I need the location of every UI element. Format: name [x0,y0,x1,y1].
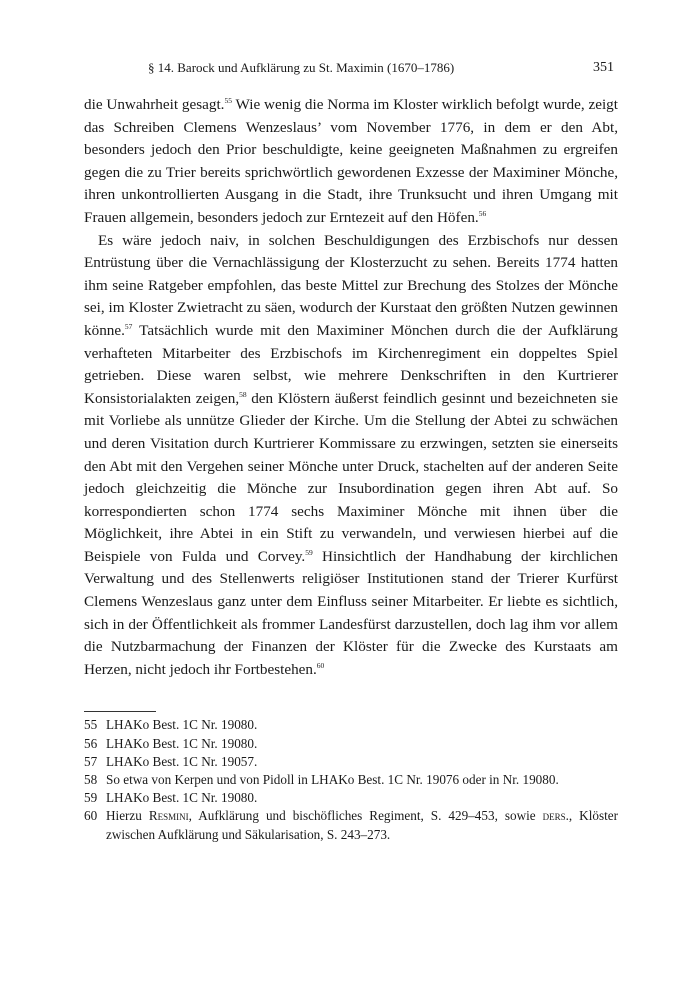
footnote-number: 60 [84,808,98,824]
footnote [84,735,618,753]
author-name: Resmini [148,808,189,824]
footnote-text: LHAKo Best. 1C Nr. 19080. [106,790,258,806]
text-run: , Klöster zwischen Aufklärung und Säkularisation, S. 243–273. [106,808,618,842]
footnote-text [106,807,618,843]
body-text [84,94,618,681]
footnote-number: 57 [84,753,98,769]
footnote-text: So etwa von Kerpen und von Pidoll in LHAKo Best. 1C Nr. 19076 oder in Nr. 19080. [106,772,559,788]
text-run: die Unwahrheit gesagt. [84,96,225,113]
footnote-text: LHAKo Best. 1C Nr. 19080. [106,735,258,751]
footnote [84,716,618,734]
footnote-text: LHAKo Best. 1C Nr. 19057. [106,753,258,769]
footnote-number: 55 [84,717,98,733]
footnote-ref[interactable]: 60 [316,660,325,670]
footnote-number: 59 [84,790,98,806]
running-title: § 14. Barock und Aufklärung zu St. Maximin (1670–1786) [148,60,455,75]
footnote-ref[interactable]: 59 [305,547,313,557]
footnote [84,771,618,789]
author-name: ders. [542,808,569,824]
footnote-divider [84,711,156,712]
footnote-ref[interactable]: 58 [239,389,247,399]
paragraph-2 [84,230,618,682]
footnote-ref[interactable]: 57 [124,321,133,331]
text-run: Hinsichtlich der Handhabung der kirchlichen Verwaltung und des Stellenwerts religiöser Institutionen stand der Trierer Kurfürst Clemens Wenzeslaus ganz unter dem Einfluss seiner Mitarbeiter. Er liebte es sichtlich, sich in der Öffentlichkeit als frommer Landesfürst darzustellen, doch lag ihm vor allem die Nutzbarmachung der Finanzen der Klöster für die Zwecke des Kurstaats am Herzen, nicht jedoch ihr Fortbestehen. [84,547,618,678]
text-run: Hierzu [106,808,149,824]
text-run: Wie wenig die Norma im Kloster wirklich befolgt wurde, zeigt das Schreiben Clemens Wenzeslaus’ vom November 1776, in dem er den Abt, besonders jedoch den Prior beschuldigte, keine geeigneten Maßnahmen zu ergreifen gegen die zu Trier bereits sprichwörtlich gewordenen Exzesse der Maximiner Mönche, ihren unkontrollierten Ausgang in die Stadt, ihre Trunksucht und ihren Umgang mit Frauen allgemein, besonders jedoch zur Erntezeit auf den Höfen. [84,96,618,226]
footnote-text: LHAKo Best. 1C Nr. 19080. [106,717,258,733]
footnote [84,807,618,843]
text-run: Es wäre jedoch naiv, in solchen Beschuldigungen des Erzbischofs nur dessen Entrüstung über die Vernachlässigung der Klosterzucht zu sehen. Bereits 1774 hatten ihm seine Ratgeber empfohlen, das beste Mittel zur Brechung des Stolzes der Mönche sei, im Kloster Zwietracht zu säen, wodurch der Kurstaat den größten Nutzen gewinnen könne. [84,231,618,339]
footnote-number: 58 [84,772,98,788]
text-run: , Aufklärung und bischöfliches Regiment, S. 429–453, sowie [188,808,543,824]
footnote-ref[interactable]: 56 [478,208,487,218]
footnotes [84,716,618,843]
paragraph-1 [84,94,618,230]
text-run: Tatsächlich wurde mit den Maximiner Mönchen durch die der Aufklärung verhafteten Mitarbeiter des Erzbischofs im Kirchenregiment ein doppeltes Spiel getrieben. Diese waren selbst, wie mehrere Denkschriften in den Kurtrierer Konsistorialakten zeigen, [84,321,618,407]
text-run: den Klöstern äußerst feindlich gesinnt und bezeichneten sie mit Vorliebe als unnütze Glieder der Kirche. Um die Stellung der Abtei zu schwächen und deren Visitation durch Kurtrierer Kommissare zu erzwingen, setzten sie einerseits den Abt mit den Vergehen seiner Mönche unter Druck, stachelten auf der anderen Seite jedoch gleichzeitig die Mönche zur Insubordination gegen ihren Abt auf. So korrespondierten schon 1774 sechs Maximiner Mönche mit ihnen über die Möglichkeit, ihre Abtei in ein Stift zu verwandeln, und verwiesen hierbei auf die Beispiele von Fulda und Corvey. [84,389,619,565]
page [84,60,618,844]
footnote [84,789,618,807]
running-header [84,60,618,82]
footnote [84,753,618,771]
footnote-number: 56 [84,735,98,751]
page-number: 351 [593,60,614,75]
footnote-ref[interactable]: 55 [224,96,232,105]
